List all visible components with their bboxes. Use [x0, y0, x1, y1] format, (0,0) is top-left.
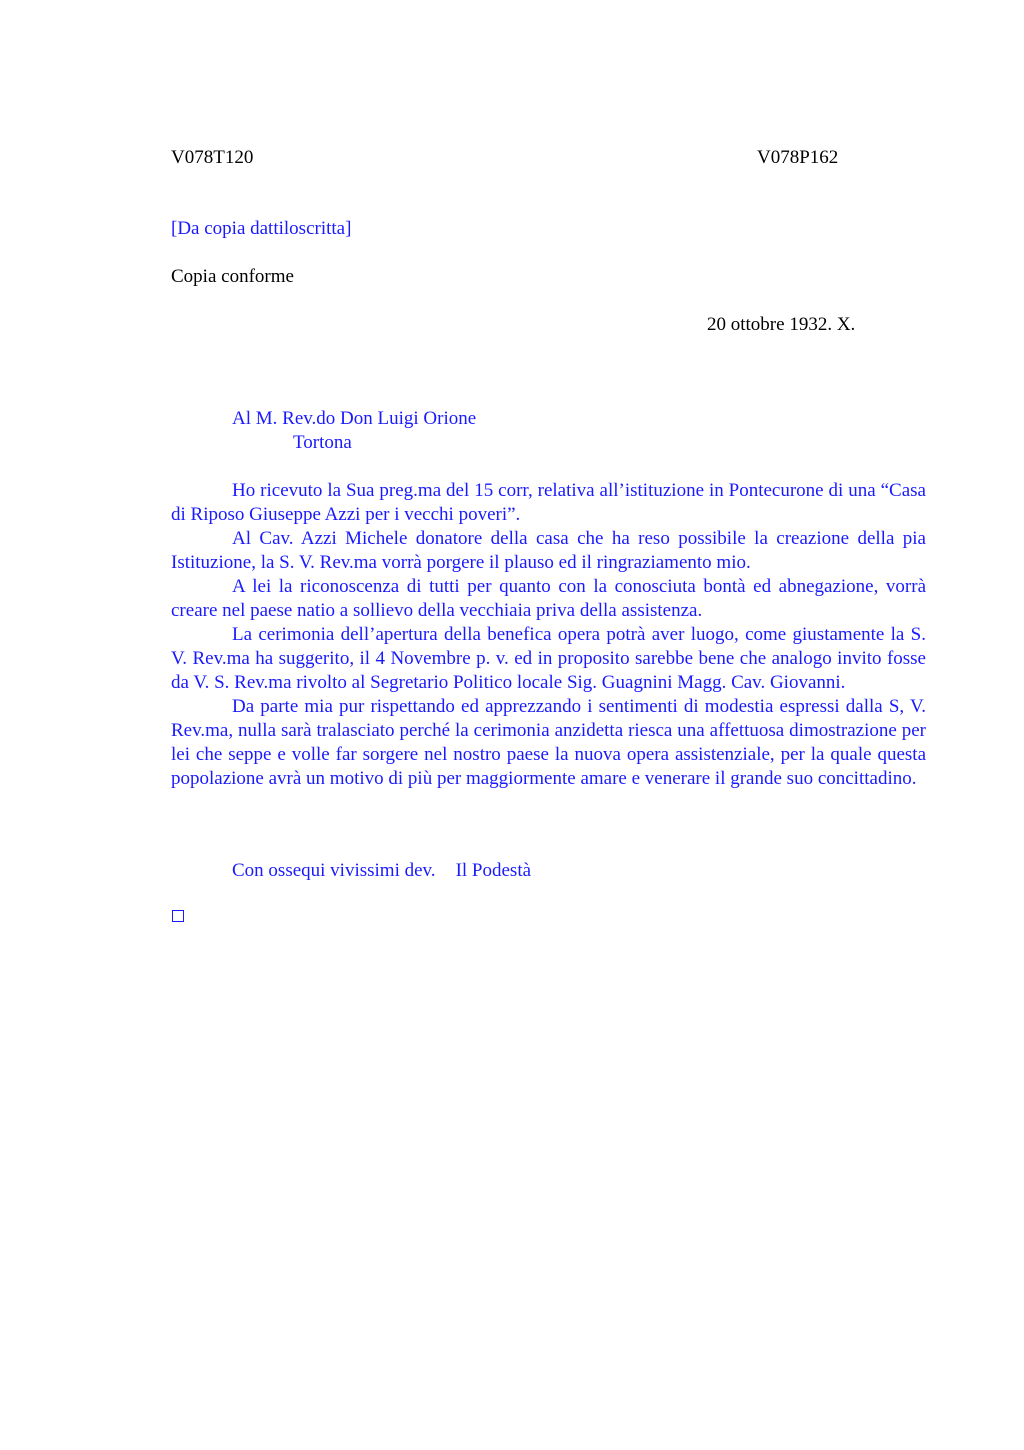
copy-label: Copia conforme — [171, 266, 294, 287]
closing-salutation: Con ossequi vivissimi dev. — [232, 860, 436, 881]
body-paragraph: Al Cav. Azzi Michele donatore della casa che ha reso possibile la creazione della pia Istituzione, la S. V. Rev.ma vorrà porgere il plauso ed il ringraziamento mio. — [171, 528, 926, 573]
addressee-city: Tortona — [293, 432, 352, 453]
body-paragraph: Da parte mia pur rispettando ed apprezzando i sentimenti di modestia espressi dalla S, V. Rev.ma, nulla sarà tralasciato perché la cerimonia anzidetta riesca una affettuosa dimostrazione per lei che seppe e volle far sorgere nel nostro paese la nuova opera assistenziale, per la quale questa popolazione avrà un motivo di più per maggiormente amare e venerare il grande suo concittadino. — [171, 696, 926, 789]
document-reference-left: V078T120 — [171, 147, 254, 168]
letter-body — [171, 479, 926, 791]
body-paragraph: A lei la riconoscenza di tutti per quanto con la conosciuta bontà ed abnegazione, vorrà creare nel paese natio a sollievo della vecchiaia priva della assistenza. — [171, 576, 926, 621]
source-note: [Da copia dattiloscritta] — [171, 218, 352, 239]
square-outline-icon — [172, 910, 184, 922]
document-reference-right: V078P162 — [757, 147, 839, 168]
body-paragraph: Ho ricevuto la Sua preg.ma del 15 corr, relativa all’istituzione in Pontecurone di una “Casa di Riposo Giuseppe Azzi per i vecchi poveri”. — [171, 480, 926, 525]
closing-signature: Il Podestà — [455, 860, 532, 881]
body-paragraph: La cerimonia dell’apertura della benefica opera potrà aver luogo, come giustamente la S. V. Rev.ma ha suggerito, il 4 Novembre p. v. ed in proposito sarebbe bene che analogo invito fosse da V. S. Rev.ma rivolto al Segretario Politico locale Sig. Guagnini Magg. Cav. Giovanni. — [171, 624, 926, 693]
letter-date: 20 ottobre 1932. X. — [707, 314, 856, 335]
letter-closing — [232, 859, 531, 883]
addressee-name: Al M. Rev.do Don Luigi Orione — [232, 408, 477, 429]
